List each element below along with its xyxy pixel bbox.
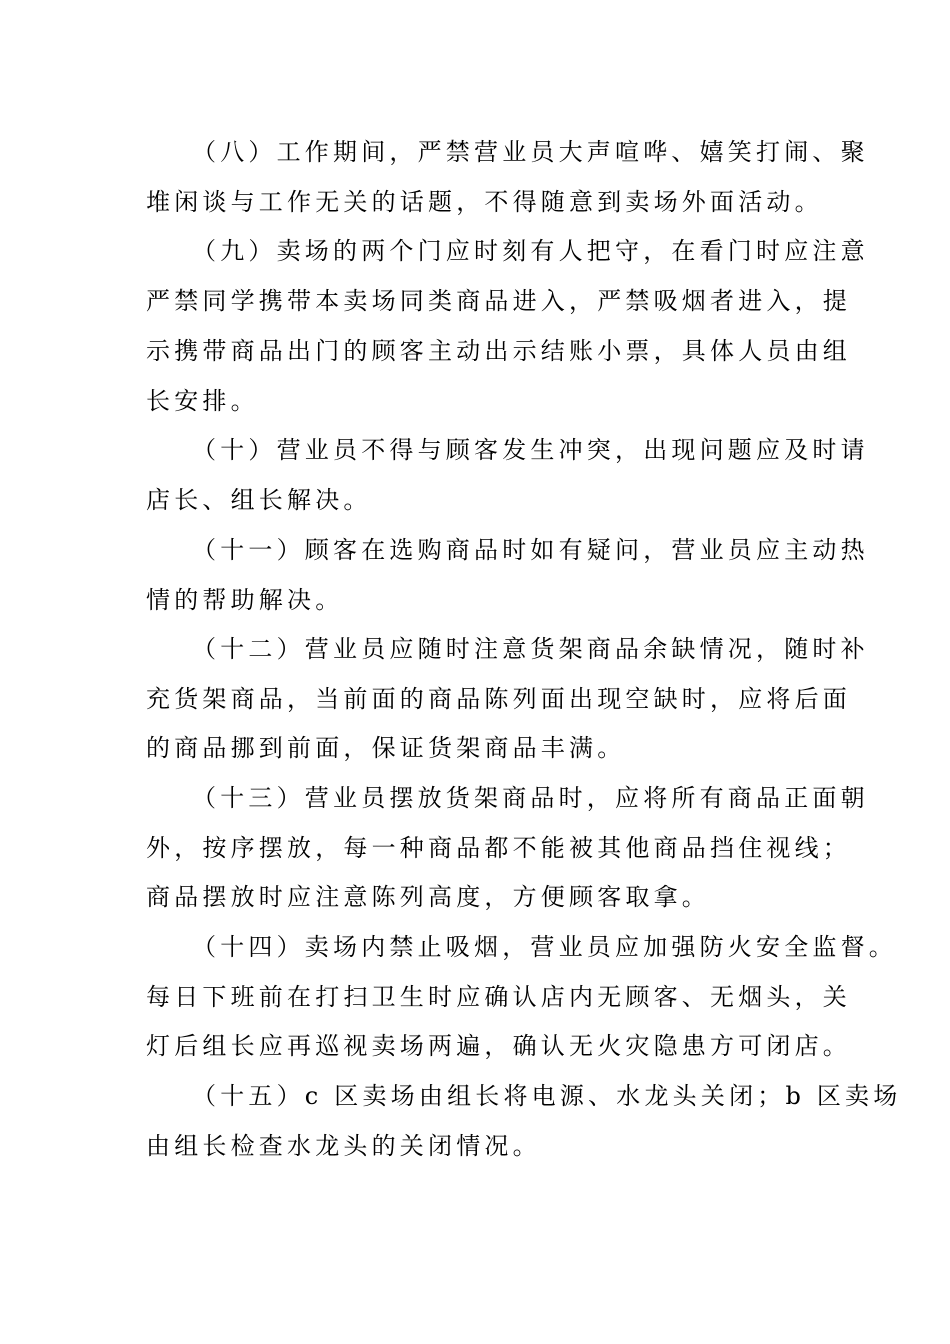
paragraph-line: 灯后组长应再巡视卖场两遍，确认无火灾隐患方可闭店。 [146, 1032, 851, 1060]
paragraph-line: 店长、组长解决。 [146, 486, 372, 514]
paragraph-line: 由组长检查水龙头的关闭情况。 [146, 1132, 541, 1160]
paragraph-line: （十三）营业员摆放货架商品时，应将所有商品正面朝 [192, 784, 869, 812]
paragraph-line: （十二）营业员应随时注意货架商品余缺情况，随时补 [192, 635, 869, 663]
paragraph-line: 每日下班前在打扫卫生时应确认店内无顾客、无烟头，关 [146, 983, 851, 1011]
paragraph-line: （十四）卖场内禁止吸烟，营业员应加强防火安全监督。 [192, 933, 897, 961]
paragraph-line: （十一）顾客在选购商品时如有疑问，营业员应主动热 [192, 536, 869, 564]
paragraph-line: 情的帮助解决。 [146, 586, 344, 614]
paragraph-line: （八）工作期间，严禁营业员大声喧哗、嬉笑打闹、聚 [192, 138, 869, 166]
paragraph-line: 的商品挪到前面，保证货架商品丰满。 [146, 734, 626, 762]
paragraph-line: （十）营业员不得与顾客发生冲突，出现问题应及时请 [192, 436, 869, 464]
paragraph-line: 充货架商品，当前面的商品陈列面出现空缺时，应将后面 [146, 685, 851, 713]
paragraph-line: 严禁同学携带本卖场同类商品进入，严禁吸烟者进入，提 [146, 287, 851, 315]
paragraph-line: （九）卖场的两个门应时刻有人把守，在看门时应注意 [192, 237, 869, 265]
paragraph-line: 商品摆放时应注意陈列高度，方便顾客取拿。 [146, 883, 710, 911]
paragraph-line: 外，按序摆放，每一种商品都不能被其他商品挡住视线； [146, 834, 851, 862]
paragraph-line: 示携带商品出门的顾客主动出示结账小票，具体人员由组 [146, 337, 851, 365]
paragraph-line: 长安排。 [146, 387, 259, 415]
paragraph-line: （十五）c 区卖场由组长将电源、水龙头关闭；b 区卖场 [192, 1082, 902, 1110]
paragraph-line: 堆闲谈与工作无关的话题，不得随意到卖场外面活动。 [146, 188, 823, 216]
